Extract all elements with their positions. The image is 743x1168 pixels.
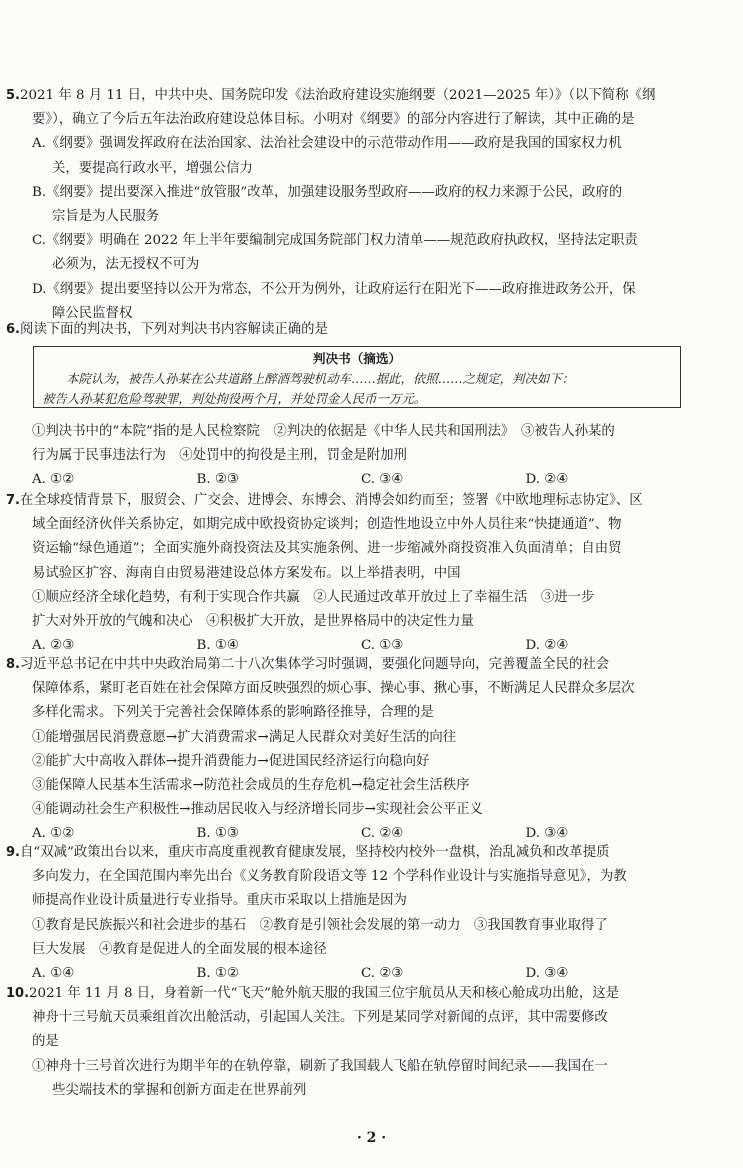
q5-option-c-cont: 必须为，法无授权不可为	[52, 257, 200, 273]
q10-statement-line: 些尖端技术的掌握和创新方面走在世界前列	[52, 1082, 307, 1098]
q7-line: 易试验区扩容、海南自由贸易港建设总体方案发布。以上举措表明，中国	[32, 565, 461, 581]
q6-stem: 阅读下面的判决书，下列对判决书内容解读正确的是	[19, 322, 328, 337]
q8-option-c: C. ②④	[361, 826, 404, 842]
question-number: 5.	[6, 88, 20, 103]
q10-line: 神舟十三号航天员乘组首次出舱活动，引起国人关注。下列是某同学对新闻的点评，其中需要修改	[32, 1010, 608, 1026]
question-6-choices	[6, 420, 690, 493]
q6-option-b: B. ②③	[196, 472, 239, 488]
q5-line: 2021 年 8 月 11 日，中共中央、国务院印发《法治政府建设实施纲要（2021—2025 年）》（以下简称《纲	[19, 88, 656, 103]
q5-option-d: D.《纲要》提出要坚持以公开为常态，不公开为例外，让政府运行在阳光下——政府推进政务公开，保	[32, 281, 636, 297]
q7-option-d: D. ②④	[525, 638, 569, 654]
question-10	[6, 982, 690, 1103]
question-number: 7.	[6, 493, 20, 508]
q5-option-a-cont: 关，要提高行政水平，增强公信力	[52, 160, 253, 176]
q9-line: 自“双减”政策出台以来，重庆市高度重视教育健康发展，坚持校内校外一盘棋，治乱减负和改革提质	[19, 845, 610, 860]
question-5	[6, 84, 690, 326]
question-number: 9.	[6, 845, 20, 860]
q8-statement-line: ④能调动社会生产积极性→推动居民收入与经济增长同步→实现社会公平正义	[32, 802, 483, 818]
verdict-line: 被告人孙某犯危险驾驶罪，判处拘役两个月，并处罚金人民币一万元。	[42, 391, 427, 406]
q7-line: 在全球疫情背景下，服贸会、广交会、进博会、东博会、消博会如约而至；签署《中欧地理标志协定》、区	[19, 493, 643, 508]
q5-option-a: A.《纲要》强调发挥政府在法治国家、法治社会建设中的示范带动作用——政府是我国的国家权力机	[32, 136, 622, 152]
question-9	[6, 841, 690, 986]
q7-option-c: C. ①③	[361, 638, 404, 654]
question-number: 8.	[6, 657, 20, 672]
q8-statement-line: ②能扩大中高收入群体→提升消费能力→促进国民经济运行向稳向好	[32, 753, 430, 769]
question-number: 6.	[6, 322, 20, 337]
q7-line: 资运输“绿色通道”；全面实施外商投资法及其实施条例、进一步缩减外商投资准入负面清单；自由贸	[32, 541, 622, 557]
verdict-title: 判决书（摘选）	[312, 351, 402, 366]
verdict-line: 本院认为，被告人孙某在公共道路上醉酒驾驶机动车……据此，依照……之规定，判决如下：	[66, 371, 575, 386]
question-number: 10.	[6, 986, 30, 1001]
q6-option-d: D. ②④	[525, 472, 569, 488]
q10-line: 2021 年 11 月 8 日，身着新一代“飞天”舱外航天服的我国三位宇航员从天和核心舱成功出舱，这是	[29, 986, 620, 1001]
q7-statement-line: 扩大对外开放的气魄和决心 ④积极扩大开放，是世界格局中的决定性力量	[32, 614, 474, 630]
page-number: · 2 ·	[356, 1130, 387, 1146]
verdict-excerpt-box	[33, 346, 681, 408]
q6-option-c: C. ③④	[361, 472, 404, 488]
q6-statement-line: ①判决书中的“本院”指的是人民检察院 ②判决的依据是《中华人民共和国刑法》 ③被告人孙某的	[32, 424, 615, 439]
question-7	[6, 489, 690, 658]
q5-line: 要》），确立了今后五年法治政府建设总体目标。小明对《纲要》的部分内容进行了解读，其中正确的是	[32, 112, 635, 128]
q9-statement-line: ①教育是民族振兴和社会进步的基石 ②教育是引领社会发展的第一动力 ③我国教育事业取得了	[32, 917, 608, 933]
q8-line: 保障体系，紧盯老百姓在社会保障方面反映强烈的烦心事、操心事、揪心事，不断满足人民群众多层次	[32, 681, 635, 697]
q9-line: 多向发力，在全国范围内率先出台《义务教育阶段语文等 12 个学科作业设计与实施指导意见》，为教	[32, 869, 627, 885]
q9-option-c: C. ②③	[361, 966, 404, 982]
q10-statement-line: ①神舟十三号首次进行为期半年的在轨停靠，刷新了我国载人飞船在轨停留时间纪录——我国在一	[32, 1058, 608, 1074]
q5-option-c: C.《纲要》明确在 2022 年上半年要编制完成国务院部门权力清单——规范政府执政权，坚持法定职责	[32, 233, 638, 249]
q8-line: 多样化需求。下列关于完善社会保障体系的影响路径推导，合理的是	[32, 705, 434, 721]
q5-option-d-cont: 障公民监督权	[52, 305, 133, 321]
q5-option-b-cont: 宗旨是为人民服务	[52, 209, 160, 225]
q9-line: 师提高作业设计质量进行专业指导。重庆市采取以上措施是因为	[32, 893, 407, 909]
q8-option-a: A. ①②	[32, 826, 75, 842]
q8-statement-line: ③能保障人民基本生活需求→防范社会成员的生存危机→稳定社会生活秩序	[32, 778, 470, 794]
q7-statement-line: ①顺应经济全球化趋势，有利于实现合作共赢 ②人民通过改革开放过上了幸福生活 ③进一步	[32, 589, 595, 605]
q6-statement-line: 行为属于民事违法行为 ④处罚中的拘役是主刑，罚金是附加刑	[32, 448, 407, 464]
q8-option-b: B. ①③	[196, 826, 239, 842]
q10-line: 的是	[32, 1034, 59, 1050]
q5-option-b: B.《纲要》提出要深入推进“放管服”改革，加强建设服务型政府——政府的权力来源于公民，政府的	[32, 184, 623, 200]
q8-line: 习近平总书记在中共中央政治局第二十八次集体学习时强调，要强化问题导向，完善覆盖全民的社会	[19, 657, 610, 672]
q9-option-b: B. ①②	[196, 966, 239, 982]
q9-option-a: A. ①④	[32, 966, 75, 982]
q8-option-d: D. ③④	[525, 826, 569, 842]
q6-option-a: A. ①②	[32, 472, 75, 488]
q8-statement-line: ①能增强居民消费意愿→扩大消费需求→满足人民群众对美好生活的向往	[32, 729, 457, 745]
q9-option-d: D. ③④	[525, 966, 569, 982]
question-8	[6, 653, 690, 847]
q7-option-b: B. ①④	[196, 638, 239, 654]
q7-line: 域全面经济伙伴关系协定，如期完成中欧投资协定谈判；创造性地设立中外人员往来“快捷通道”、物	[32, 517, 622, 533]
q7-option-a: A. ②③	[32, 638, 75, 654]
q9-statement-line: 巨大发展 ④教育是促进人的全面发展的根本途径	[32, 941, 327, 957]
question-6	[6, 318, 690, 342]
